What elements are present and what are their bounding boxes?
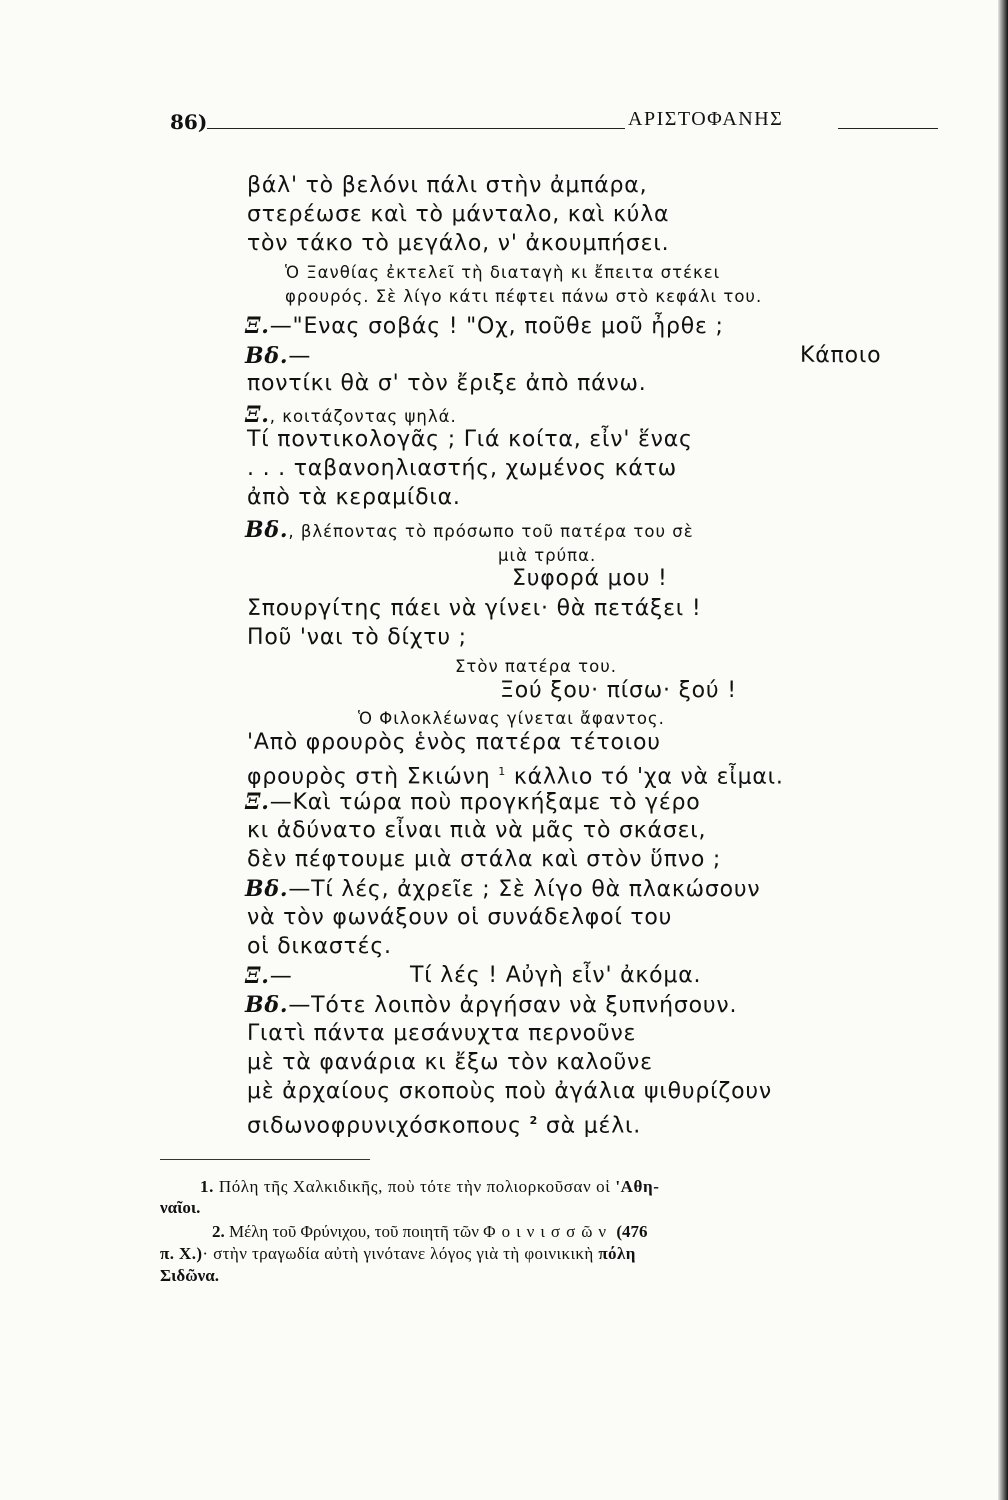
line-text: — [288,344,312,369]
verse-line [245,313,724,340]
verse-line: Τί ποντικολογᾶς ; Γιά κοίτα, εἶν' ἕνας [247,427,693,452]
footnote-ref: 2 [529,1114,539,1127]
footnote-number: 1. [200,1177,214,1196]
header-rule-right [838,128,938,129]
footnote-ref: 1 [498,765,507,778]
line-text: —Τί λές, ἀχρεῖε ; Σὲ λίγο θὰ πλακώσουν [288,877,761,902]
speaker-label: Βδ. [245,876,289,902]
stage-direction: Ὁ Ξανθίας ἐκτελεῖ τὴ διαταγὴ κι ἔπειτα στέκει [285,263,721,282]
speaker-label: Βδ. [245,992,289,1018]
footnote-2-line [160,1244,636,1264]
verse-line: νὰ τὸν φωνάξουν οἱ συνάδελφοί του [247,905,673,930]
footnote-text-bold: π. Χ.) [160,1244,203,1263]
speaker-label: Βδ. [245,343,289,369]
footnote-2-line [160,1266,219,1286]
line-text: —Τότε λοιπὸν ἀργήσαν νὰ ξυπνήσουν. [288,993,738,1018]
speaker-label: Ξ. [245,789,270,815]
verse-line: μὲ τὰ φανάρια κι ἔξω τὸν καλοῦνε [247,1050,653,1075]
header-rule-left [207,128,625,129]
stage-direction: Στὸν πατέρα του. [455,657,617,676]
verse-line: Ποῦ 'ναι τὸ δίχτυ ; [247,625,467,650]
footnote-1-line [160,1198,200,1218]
verse-line: . . . ταβανοηλιαστής, χωμένος κάτω [247,456,677,481]
running-header [170,110,938,134]
stage-direction: μιὰ τρύπα. [498,546,597,565]
line-text: — [269,964,293,989]
verse-line: ἀπὸ τὰ κεραμίδια. [247,485,461,510]
line-text: —"Ενας σοβάς ! "Οχ, ποῦθε μοῦ ἦρθε ; [269,314,724,339]
page-number: 86) [170,110,208,134]
verse-line: ποντίκι θὰ σ' τὸν ἔριξε ἀπὸ πάνω. [247,371,647,396]
verse-line: βάλ' τὸ βελόνι πάλι στὴν ἀμπάρα, [247,173,648,198]
verse-line: μὲ ἀρχαίους σκοποὺς ποὺ ἀγάλια ψιθυρίζουν [247,1079,773,1104]
footnote-text: Μέλη τοῦ Φρύνιχου, τοῦ ποιητῆ τῶν [229,1222,479,1241]
line-text: —Καὶ τώρα ποὺ προγκήξαμε τὸ γέρο [269,790,701,815]
stage-direction: Ὁ Φιλοκλέωνας γίνεται ἄφαντος. [358,709,665,728]
verse-line: 'Απὸ φρουρὸς ἑνὸς πατέρα τέτοιου [247,730,661,755]
verse-line [245,876,760,903]
footnote-text-bold: ναῖοι. [160,1198,201,1217]
footnote-text-bold: (476 [616,1222,648,1241]
verse-line: Ξού ξου· πίσω· ξού ! [500,678,737,703]
speaker-label: Βδ. [245,517,289,543]
speaker-label: Ξ. [245,313,270,339]
verse-line: οἱ δικαστές. [247,934,392,959]
verse-line: κι ἀδύνατο εἶναι πιὰ νὰ μᾶς τὸ σκάσει, [247,818,707,843]
stage-direction: φρουρός. Σὲ λίγο κάτι πέφτει πάνω στὸ κεφάλι του. [285,287,763,306]
line-text: σιδωνοφρυνιχόσκοπους [247,1113,522,1139]
footnote-text-spaced: Φοινισσῶν [483,1222,613,1241]
stage-direction: , βλέποντας τὸ πρόσωπο τοῦ πατέρα του σὲ [288,522,694,541]
verse-line-right: Κάποιο [800,343,882,368]
verse-line: στερέωσε καὶ τὸ μάνταλο, καὶ κύλα [247,202,670,227]
footnote-text-bold: πόλη [598,1244,636,1263]
verse-line [245,789,701,816]
footnote-1-line [200,1177,660,1197]
stage-direction: , κοιτάζοντας ψηλά. [269,407,457,426]
running-title: ΑΡΙΣΤΟΦΑΝΗΣ [628,108,784,130]
line-text: σὰ μέλι. [545,1113,642,1139]
footnote-number: 2. [212,1222,225,1241]
verse-line: Γιατὶ πάντα μεσάνυχτα περνοῦνε [247,1021,637,1046]
verse-line: Τί λές ! Αὐγὴ εἶν' ἀκόμα. [410,963,702,988]
verse-line [245,517,694,545]
verse-line [245,992,737,1019]
line-text: κάλλιο τό 'χα νὰ εἶμαι. [513,764,784,790]
line-text: φρουρὸς στὴ Σκιώνη [247,764,491,790]
footnote-text: · στὴν τραγωδία αὐτὴ γινότανε λόγος γιὰ τὴ φοινικικὴ [202,1244,594,1263]
verse-line [245,963,293,990]
footnote-text-bold: 'Αθη- [615,1177,660,1196]
footnote-text-bold: Σιδῶνα. [160,1266,219,1285]
verse-line: τὸν τάκο τὸ μεγάλο, ν' ἀκουμπήσει. [247,231,670,256]
speaker-label: Ξ. [245,402,270,428]
verse-line [245,402,457,430]
footnote-2-line [212,1222,648,1242]
verse-line: Συφορά μου ! [512,566,668,591]
speaker-label: Ξ. [245,963,270,989]
verse-line [245,343,311,370]
footnote-rule [160,1159,370,1160]
verse-line: Σπουργίτης πάει νὰ γίνει· θὰ πετάξει ! [247,596,702,621]
page-edge-shadow [998,0,1008,1500]
footnote-text: Πόλη τῆς Χαλκιδικῆς, ποὺ τότε τὴν πολιορκοῦσαν οἱ [218,1177,611,1196]
verse-line: δὲν πέφτουμε μιὰ στάλα καὶ στὸν ὕπνο ; [247,847,722,872]
verse-line [247,759,784,790]
verse-line [247,1108,641,1139]
